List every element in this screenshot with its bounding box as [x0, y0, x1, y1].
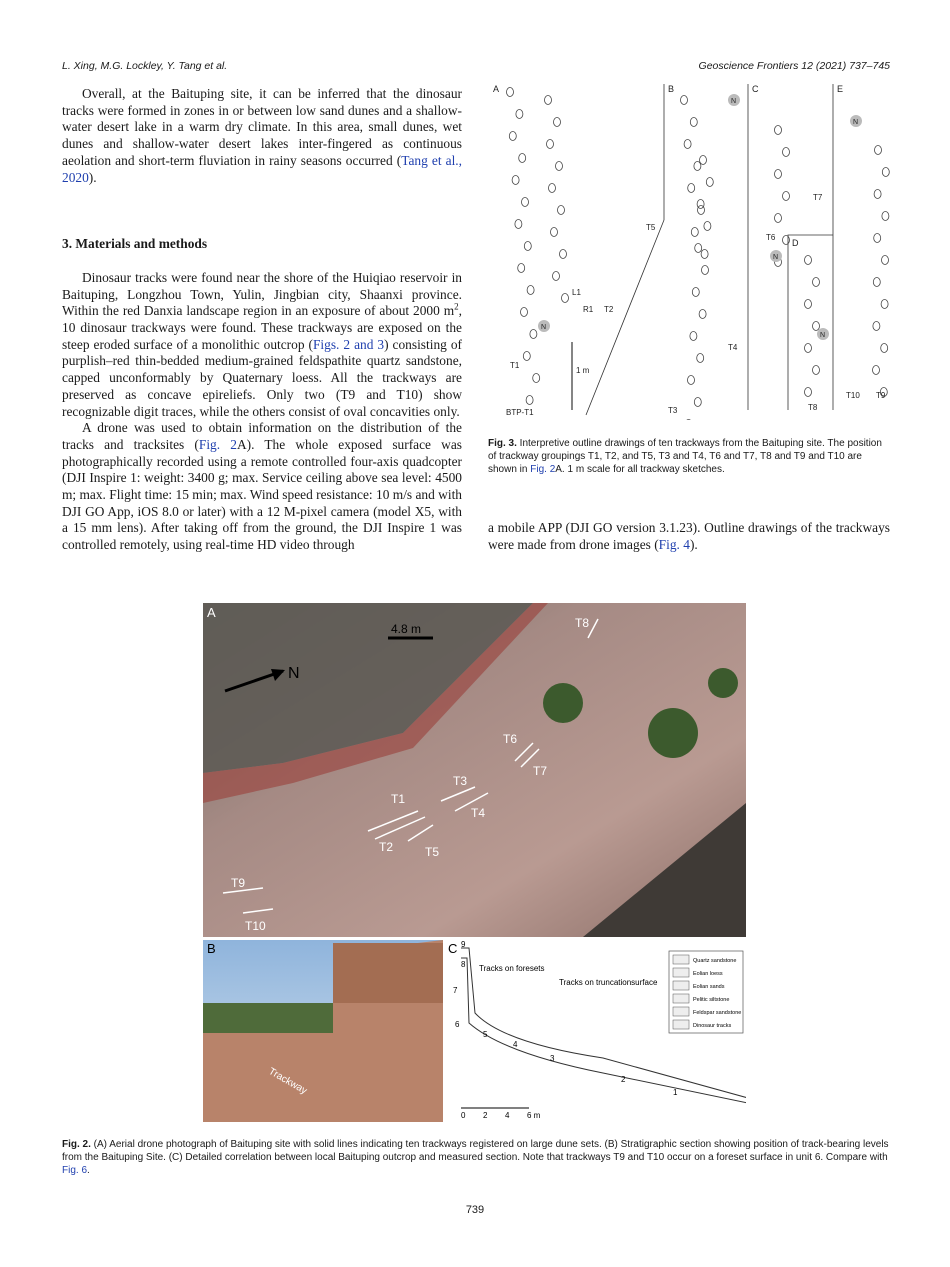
paragraph [62, 86, 462, 186]
panel-divider [788, 235, 833, 410]
running-header-journal: Geoscience Frontiers 12 (2021) 737–745 [698, 60, 890, 72]
text: Overall, at the Baituping site, it can be inferred that the dinosaur tracks were formed in zones in or between low sand dunes and a shallow-water desert lake in a warm dry climate. In this area, small dunes, wet dunes and shallow-water desert lakes inter-fingered as continuous aeolation and short-term fluviation in rainy seasons occurred ( [62, 86, 462, 168]
footprint-outline [551, 228, 558, 237]
footprint-outline [699, 310, 706, 319]
footprint-outline [783, 236, 790, 245]
label-t3: T3 [668, 406, 678, 415]
footprint-outline [706, 178, 713, 187]
footprint-outline [813, 366, 820, 375]
legend-swatch [673, 955, 689, 964]
unit-8: 8 [461, 960, 466, 969]
footprint-outline [695, 244, 702, 253]
legend-swatch [673, 981, 689, 990]
label-t1: T1 [510, 361, 520, 370]
legend-swatch [673, 994, 689, 1003]
right-column [488, 520, 890, 553]
text: ). [88, 169, 97, 185]
legend-label: Feldspar sandstone [693, 1010, 742, 1016]
footprint-outline [805, 256, 812, 265]
legend-swatch [673, 1020, 689, 1029]
panel-label-e: E [837, 84, 844, 94]
label-t7: T7 [533, 764, 548, 778]
figure-link[interactable]: Figs. 2 and 3 [312, 336, 385, 352]
trackway-annotation: Trackway [266, 1066, 309, 1097]
scale-label: 1 m [576, 366, 590, 375]
panel-label-c: C [448, 941, 458, 956]
north-label: N [731, 98, 737, 105]
footprint-outline [805, 344, 812, 353]
footprint-outline [813, 322, 820, 331]
label-btp: BTP-T1 [506, 408, 534, 417]
north-label: N [773, 254, 779, 261]
label-t3: T3 [453, 774, 468, 788]
footprint-outline [874, 190, 881, 199]
footprint-outline [688, 184, 695, 193]
unit-6: 6 [455, 1020, 460, 1029]
label-t2: T2 [604, 305, 614, 314]
unit-1: 1 [673, 1088, 678, 1097]
label-t5: T5 [646, 223, 656, 232]
label-t9: T9 [231, 876, 246, 890]
page-number: 739 [465, 1204, 485, 1216]
figure-link[interactable]: Fig. 4 [658, 536, 690, 552]
figure-link[interactable]: Fig. 2 [530, 464, 556, 475]
footprint-outline [558, 206, 565, 215]
footprint-outline [507, 88, 514, 97]
footprint-outline [697, 354, 704, 363]
running-header-authors: L. Xing, M.G. Lockley, Y. Tang et al. [62, 60, 228, 72]
footprint-outline [522, 198, 529, 207]
footprint-outline [690, 118, 697, 127]
north-label: N [288, 665, 300, 682]
footprint-outline [873, 278, 880, 287]
label-t6: T6 [766, 233, 776, 242]
footprint-outline [775, 126, 782, 135]
legend-label: Eolian loess [693, 971, 723, 977]
label-t4: T4 [471, 806, 486, 820]
fig3-trackway-drawings [488, 80, 890, 420]
fig3-caption [488, 437, 890, 476]
north-label: N [820, 332, 826, 339]
panel-label-d: D [792, 238, 799, 248]
legend-label: Quartz sandstone [693, 958, 737, 964]
footprint-outline [783, 148, 790, 157]
citation-link[interactable]: Tang et al., 2020 [62, 152, 463, 185]
footprint-outline [881, 344, 888, 353]
footprint-outline [515, 220, 522, 229]
foresets-label: Tracks on foresets [479, 964, 545, 973]
text: A drone was used to obtain information on the distribution of the tracks and tracksites ( [62, 420, 462, 452]
footprint-outline [549, 184, 556, 193]
footprint-outline [704, 222, 711, 231]
footprint-outline [690, 332, 697, 341]
footprint-outline [701, 250, 708, 259]
footprint-outline [874, 234, 881, 243]
unit-7: 7 [453, 986, 458, 995]
left-column [62, 86, 462, 554]
footprint-outline [685, 420, 692, 421]
paragraph [62, 270, 462, 420]
footprint-outline [688, 376, 695, 385]
footprint-outline [516, 110, 523, 119]
footprint-outline [873, 322, 880, 331]
footprint-outline [509, 132, 516, 141]
label-t4: T4 [728, 343, 738, 352]
scale-0: 0 [461, 1111, 466, 1120]
footprint-outline [553, 272, 560, 281]
footprint-outline [881, 300, 888, 309]
unit-4: 4 [513, 1040, 518, 1049]
panel-label-b: B [207, 941, 216, 956]
panel-divider [586, 220, 664, 415]
figure-link[interactable]: Fig. 2 [198, 436, 237, 452]
unit-3: 3 [550, 1054, 555, 1063]
footprint-outline [882, 212, 889, 221]
footprint-outline [805, 388, 812, 397]
footprint-outline [882, 256, 889, 265]
legend-label: Dinosaur tracks [693, 1023, 732, 1029]
footprint-outline [697, 200, 704, 209]
panel-c-stratigraphic-section [445, 940, 746, 1122]
label-t2: T2 [379, 840, 394, 854]
unit-2: 2 [621, 1075, 626, 1084]
footprint-outline [526, 396, 533, 405]
footprint-outline [518, 264, 525, 273]
truncation-label: Tracks on truncationsurface [559, 978, 658, 987]
scale-label: 4.8 m [391, 622, 422, 636]
panel-label-c: C [752, 84, 759, 94]
panel-label-a: A [207, 605, 216, 620]
label-t10: T10 [245, 919, 266, 933]
footprint-outline [545, 96, 552, 105]
panel-a-aerial-photo [203, 603, 746, 937]
label-t7: T7 [813, 193, 823, 202]
scale-6: 6 m [527, 1111, 541, 1120]
caption-label: Fig. 2. [62, 1139, 91, 1150]
caption-text: . [87, 1165, 90, 1176]
footprint-outline [700, 156, 707, 165]
label-t8: T8 [575, 616, 590, 630]
text: , 10 dinosaur trackways were found. These trackways are exposed on the steep eroded surface of a monolithic outcrop ( [62, 303, 462, 352]
text: Dinosaur tracks were found near the shore of the Huiqiao reservoir in Baituping, Longzhou Town, Yulin, Jingbian city, Shaanxi province. Within the red Danxia landscape region in an exposure of about 2000 m [62, 269, 462, 319]
footprint-outline [805, 300, 812, 309]
label-t8: T8 [808, 403, 818, 412]
footprint-outline [554, 118, 561, 127]
unit-5: 5 [483, 1030, 488, 1039]
label-r1: R1 [583, 305, 594, 314]
scale-4: 4 [505, 1111, 510, 1120]
caption-text: Interpretive outline drawings of ten trackways from the Baituping site. The position of trackway groupings T1, T2, and T5, T3 and T4, T6 and T7, T8 and T9 and T10 are shown in [488, 438, 882, 475]
caption-text: A. 1 m scale for all trackway sketches. [555, 464, 725, 475]
fig2-figure [203, 603, 746, 1122]
paragraph [488, 520, 890, 553]
legend-label: Pelitic siltstone [693, 997, 730, 1003]
legend-swatch [673, 1007, 689, 1016]
footprint-outline [681, 96, 688, 105]
text: a mobile APP (DJI GO version 3.1.23). Outline drawings of the trackways were made from drone images ( [488, 520, 890, 552]
legend-swatch [673, 968, 689, 977]
section-heading: 3. Materials and methods [62, 236, 208, 252]
label-t9: T9 [876, 391, 886, 400]
footprint-outline [533, 374, 540, 383]
figure-link[interactable]: Fig. 6 [62, 1165, 88, 1176]
north-label: N [541, 324, 547, 331]
text: A). The whole exposed surface was photographically recorded using a remote controlled four-axis quadcopter (DJI Inspire 1: weight: 3400 g; max. Service ceiling above sea level: 4500 m; max. Flight time: 15 min; max. Wind speed resistance: 10 m/s and with DJI GO App, iOS 8.0 or later) with a 12 M-pixel camera (model X5, with a 15 mm lens). After taking off from the ground, the DJI Inspire 1 was controlled remotely, using real-time HD video through [62, 436, 462, 553]
footprint-outline [684, 140, 691, 149]
scale-2: 2 [483, 1111, 488, 1120]
footprint-outline [521, 308, 528, 317]
footprint-outline [547, 140, 554, 149]
panel-label-b: B [668, 84, 675, 94]
footprint-outline [783, 192, 790, 201]
caption-text: (A) Aerial drone photograph of Baituping site with solid lines indicating ten trackways registered on large dune sets. (B) Stratigraphic section showing position of track-bearing levels from the Baituping Site. (C) Detailed correlation between local Baituping outcrop and measured section. Note that trackways T9 and T10 occur on a foreset surface in unit 6. Compare with [62, 1139, 889, 1163]
footprint-outline [556, 162, 563, 171]
label-t1: T1 [391, 792, 406, 806]
superscript: 2 [454, 301, 459, 312]
footprint-outline [527, 286, 534, 295]
footprint-outline [560, 250, 567, 259]
panel-b-outcrop-photo [203, 940, 443, 1122]
footprint-outline [512, 176, 519, 185]
footprint-outline [562, 294, 569, 303]
footprint-outline [775, 214, 782, 223]
text: ). [689, 536, 698, 552]
unit-9: 9 [461, 940, 466, 949]
paragraph [62, 420, 462, 554]
text: ) consisting of purplish–red thin-bedded medium-grained feldspathite quartz sandstone, capped unconformably by Quaternary loess. All the trackways are preserved as concave epireliefs. Only two (T9 and T10) show recognizable digit traces, while the others consist of oval concavities only. [62, 336, 462, 419]
footprint-outline [873, 366, 880, 375]
footprint-outline [702, 266, 709, 275]
fig2-caption [62, 1138, 890, 1177]
footprint-outline [691, 228, 698, 237]
label-t6: T6 [503, 732, 518, 746]
caption-label: Fig. 3. [488, 438, 517, 449]
legend-label: Eolian sands [693, 984, 725, 990]
footprint-outline [775, 170, 782, 179]
footprint-outline [813, 278, 820, 287]
label-l1: L1 [572, 288, 581, 297]
footprint-outline [692, 288, 699, 297]
label-t5: T5 [425, 845, 440, 859]
north-arrows [538, 94, 862, 340]
footprint-outline [530, 330, 537, 339]
footprint-outline [519, 154, 526, 163]
footprint-outline [694, 398, 701, 407]
panel-label-a: A [493, 84, 500, 94]
footprint-outline [523, 352, 530, 361]
footprint-outline [524, 242, 531, 251]
footprint-outline [875, 146, 882, 155]
footprint-outline [882, 168, 889, 177]
label-t10: T10 [846, 391, 860, 400]
north-label: N [853, 119, 859, 126]
